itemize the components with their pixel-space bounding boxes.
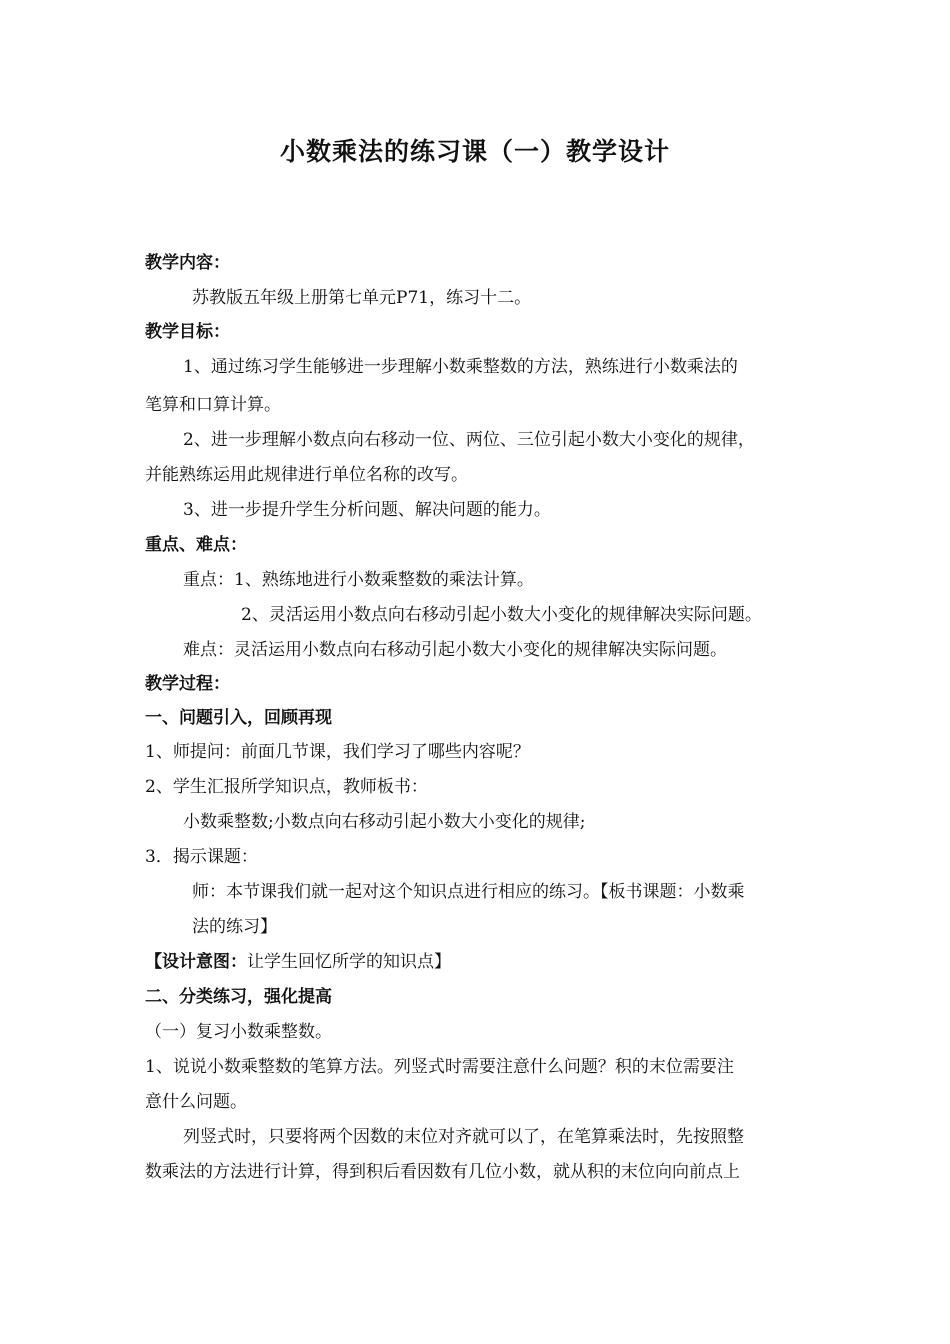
design-intent [145,950,451,974]
objective-2-line-1: 2、进一步理解小数点向右移动一位、两位、三位引起小数大小变化的规律， [183,430,755,450]
answer-line-1: 列竖式时，只要将两个因数的末位对齐就可以了，在笔算乘法时，先按照整 [183,1127,744,1147]
page-title: 小数乘法的练习课（一）教学设计 [279,137,670,166]
heading-process: 教学过程： [145,674,230,694]
objective-3: 3、进一步提升学生分析问题、解决问题的能力。 [183,500,551,520]
heading-objectives: 教学目标： [145,322,230,342]
heading-content: 教学内容： [145,253,230,273]
difficulty: 难点：灵活运用小数点向右移动引起小数大小变化的规律解决实际问题。 [183,640,727,660]
section-2-heading: 二、分类练习，强化提高 [145,987,332,1007]
design-intent-label: 【设计意图： [145,952,247,972]
objective-1-line-2: 笔算和口算计算。 [145,395,281,415]
step-2: 2、学生汇报所学知识点，教师板书： [145,777,428,797]
question-1-line-1: 1、说说小数乘整数的笔算方法。列竖式时需要注意什么问题？积的末位需要注 [145,1057,734,1077]
teacher-line-1: 师：本节课我们就一起对这个知识点进行相应的练习。【板书课题：小数乘 [192,882,745,902]
objective-2-line-2: 并能熟练运用此规律进行单位名称的改写。 [145,465,468,485]
board-content: 小数乘整数;小数点向右移动引起小数大小变化的规律; [183,812,586,832]
step-3: 3．揭示课题： [145,847,258,867]
teacher-line-2: 法的练习】 [192,917,277,937]
design-intent-text: 让学生回忆所学的知识点】 [247,952,451,972]
key-point-1: 重点：1、熟练地进行小数乘整数的乘法计算。 [183,570,534,590]
subsection-1: （一）复习小数乘整数。 [145,1022,332,1042]
objective-1-line-1: 1、通过练习学生能够进一步理解小数乘整数的方法，熟练进行小数乘法的 [183,357,738,377]
answer-line-2: 数乘法的方法进行计算，得到积后看因数有几位小数，就从积的末位向向前点上 [145,1162,740,1182]
heading-key-points: 重点、难点： [145,535,247,555]
step-1: 1、师提问：前面几节课，我们学习了哪些内容呢？ [145,742,530,762]
question-1-line-2: 意什么问题。 [145,1092,247,1112]
content-text: 苏教版五年级上册第七单元P71，练习十二。 [192,288,532,308]
section-1-heading: 一、问题引入，回顾再现 [145,708,332,728]
key-point-2: 2、灵活运用小数点向右移动引起小数大小变化的规律解决实际问题。 [241,605,762,625]
